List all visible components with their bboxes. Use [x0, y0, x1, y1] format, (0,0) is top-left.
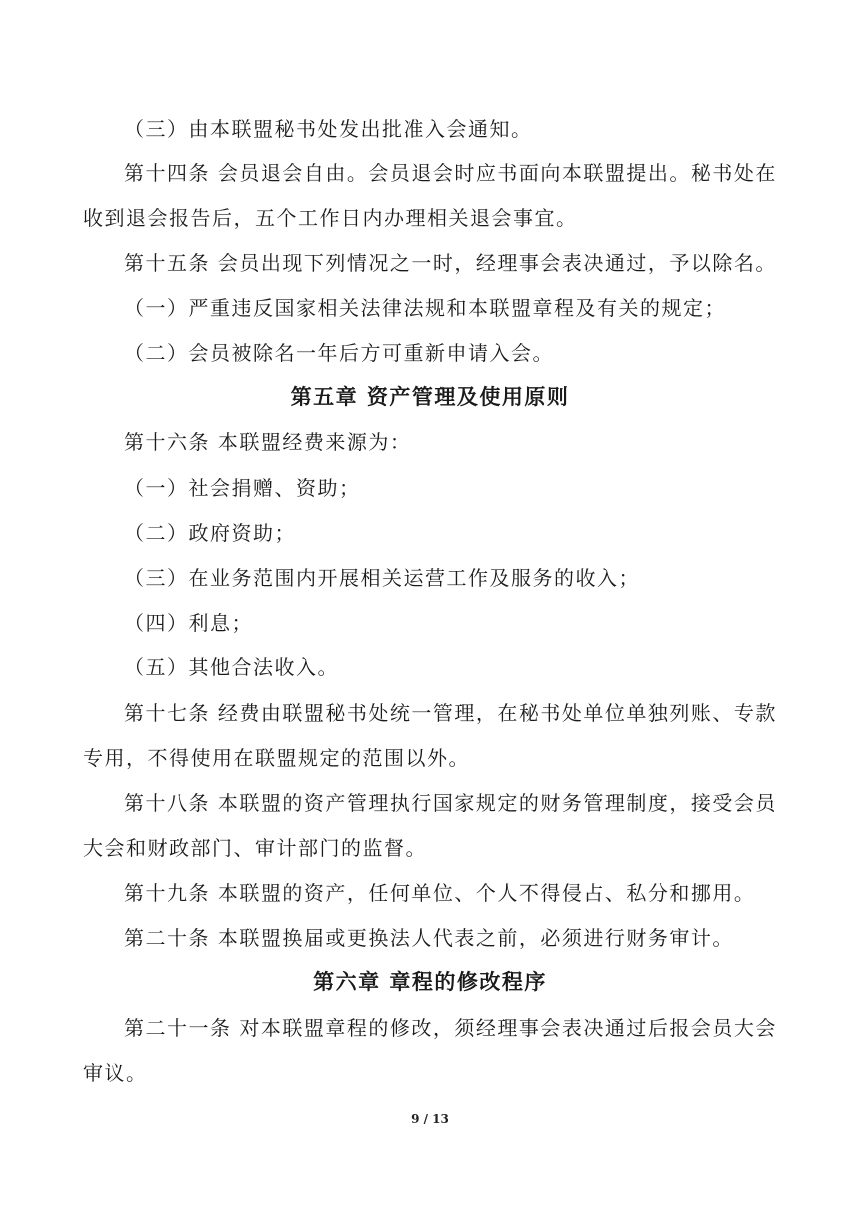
paragraph-line: （三）由本联盟秘书处发出批准入会通知。: [124, 117, 533, 141]
article-14-line-2: 收到退会报告后，五个工作日内办理相关退会事宜。: [83, 206, 578, 230]
article-21-line-1: 第二十一条 对本联盟章程的修改，须经理事会表决通过后报会员大会: [124, 1016, 777, 1040]
article-19: 第十九条 本联盟的资产，任何单位、个人不得侵占、私分和挪用。: [124, 881, 756, 905]
article-16-item-5: （五）其他合法收入。: [124, 655, 339, 679]
article-17-line-1: 第十七条 经费由联盟秘书处统一管理，在秘书处单位单独列账、专款: [124, 701, 777, 725]
chapter-5-heading: 第五章 资产管理及使用原则: [290, 385, 570, 409]
article-14-line-1: 第十四条 会员退会自由。会员退会时应书面向本联盟提出。秘书处在: [124, 161, 777, 185]
article-17-line-2: 专用，不得使用在联盟规定的范围以外。: [83, 746, 470, 770]
article-18-line-1: 第十八条 本联盟的资产管理执行国家规定的财务管理制度，接受会员: [124, 791, 777, 815]
article-20: 第二十条 本联盟换届或更换法人代表之前，必须进行财务审计。: [124, 926, 734, 950]
article-18-line-2: 大会和财政部门、审计部门的监督。: [83, 836, 427, 860]
article-15-item-1: （一）严重违反国家相关法律法规和本联盟章程及有关的规定；: [124, 296, 726, 320]
article-16-item-3: （三）在业务范围内开展相关运营工作及服务的收入；: [124, 566, 640, 590]
article-16: 第十六条 本联盟经费来源为：: [124, 430, 412, 454]
article-16-item-1: （一）社会捐赠、资助；: [124, 476, 361, 500]
article-15-item-2: （二）会员被除名一年后方可重新申请入会。: [124, 341, 554, 365]
chapter-6-heading: 第六章 章程的修改程序: [313, 970, 547, 994]
article-21-line-2: 审议。: [83, 1061, 148, 1085]
article-16-item-2: （二）政府资助；: [124, 521, 296, 545]
article-15: 第十五条 会员出现下列情况之一时，经理事会表决通过，予以除名。: [124, 251, 777, 275]
page-number: 9 / 13: [411, 1112, 449, 1126]
article-16-item-4: （四）利息；: [124, 611, 253, 635]
